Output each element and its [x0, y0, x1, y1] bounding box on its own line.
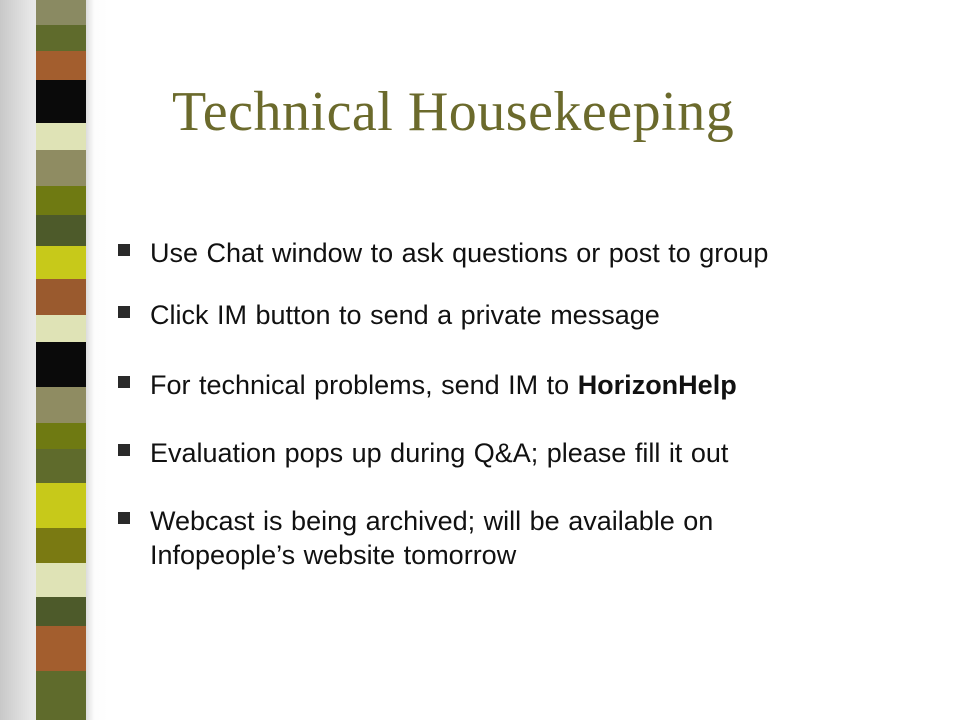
- bullet-text: Webcast is being archived; will be available on Infopeople’s website tomorrow: [150, 506, 714, 570]
- stripe-block: [36, 671, 86, 720]
- bullet-text: [150, 368, 910, 402]
- stripe-block: [36, 123, 86, 150]
- stripe-blocks: [36, 0, 86, 720]
- stripe-block: [36, 528, 86, 564]
- stripe-block: [36, 597, 86, 626]
- stripe-block: [36, 563, 86, 597]
- stripe-block: [36, 342, 86, 387]
- stripe-block: [36, 387, 86, 423]
- decorative-stripe: [0, 0, 110, 720]
- bullet-text-plain: For technical problems, send IM to: [150, 370, 578, 400]
- slide-title: Technical Housekeeping: [172, 81, 735, 143]
- stripe-block: [36, 150, 86, 186]
- bullet-square-icon: [118, 512, 130, 524]
- stripe-block: [36, 80, 86, 122]
- bullet-square-icon: [118, 306, 130, 318]
- bullet-square-icon: [118, 376, 130, 388]
- stripe-block: [36, 279, 86, 315]
- stripe-block: [36, 315, 86, 342]
- stripe-block: [36, 0, 86, 25]
- bullet-text: Evaluation pops up during Q&A; please fill it out: [150, 438, 729, 468]
- stripe-block: [36, 626, 86, 671]
- stripe-block: [36, 25, 86, 52]
- stripe-block: [36, 483, 86, 528]
- stripe-block: [36, 246, 86, 280]
- stripe-block: [36, 186, 86, 215]
- bullet-text: Click IM button to send a private message: [150, 300, 660, 330]
- bullet-square-icon: [118, 244, 130, 256]
- stripe-block: [36, 449, 86, 483]
- stripe-block: [36, 215, 86, 246]
- bullet-square-icon: [118, 444, 130, 456]
- stripe-block: [36, 51, 86, 80]
- bullet-text: Use Chat window to ask questions or post to group: [150, 238, 769, 268]
- stripe-shadow: [86, 0, 94, 720]
- horizonhelp-bold: HorizonHelp: [577, 370, 737, 400]
- stripe-block: [36, 423, 86, 450]
